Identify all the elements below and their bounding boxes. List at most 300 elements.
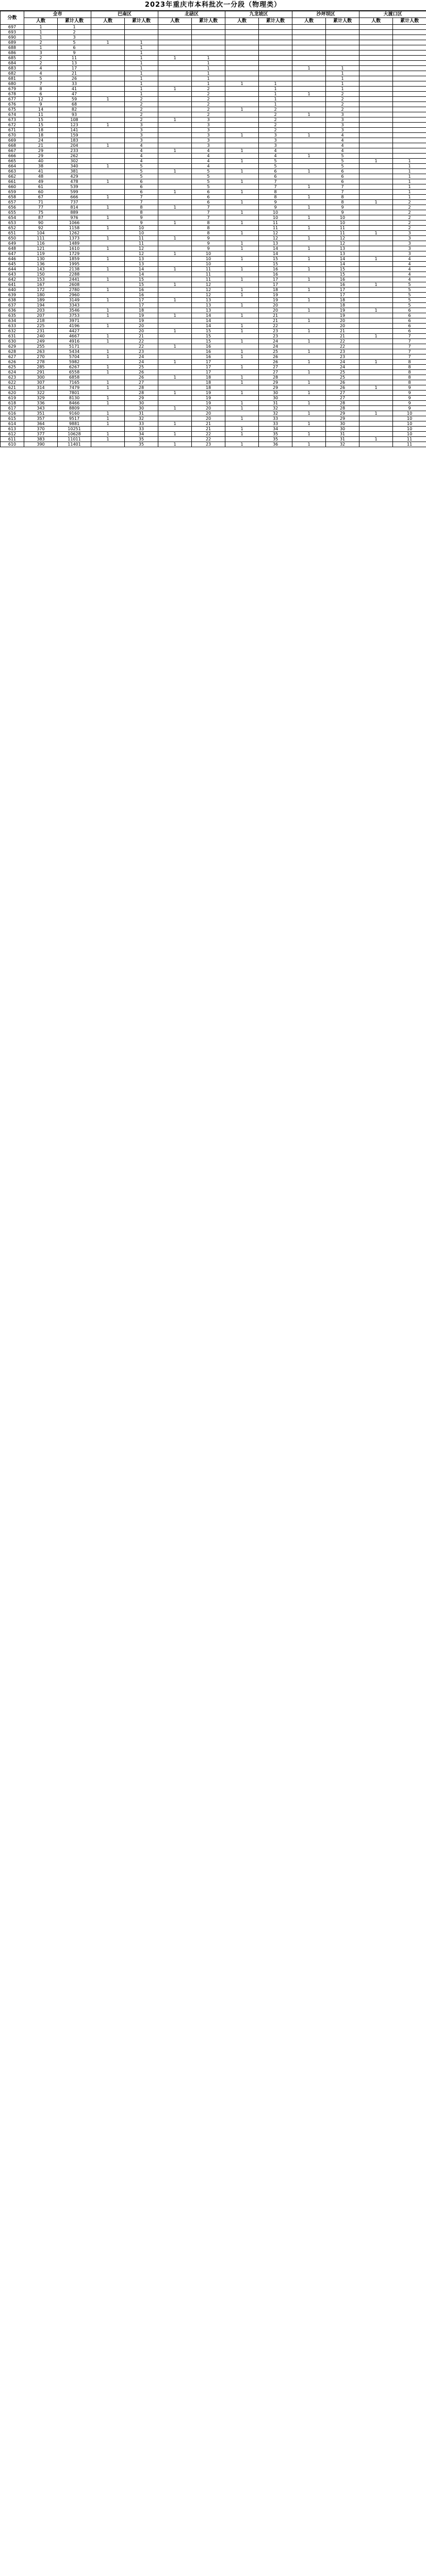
count-cell: 7: [393, 344, 426, 349]
count-cell: [359, 246, 393, 251]
count-cell: 3: [192, 138, 225, 143]
count-cell: 1995: [58, 262, 91, 267]
count-cell: 2: [393, 210, 426, 215]
count-cell: 14: [192, 313, 225, 318]
count-cell: [359, 45, 393, 50]
count-cell: 1: [292, 380, 326, 385]
count-cell: 1: [91, 195, 125, 200]
count-cell: 1: [125, 76, 158, 81]
count-cell: 5: [192, 174, 225, 179]
count-cell: [91, 190, 125, 195]
count-cell: 3: [24, 50, 58, 56]
count-cell: 1: [225, 133, 259, 138]
score-cell: 651: [1, 231, 24, 236]
count-cell: 32: [259, 411, 292, 416]
count-cell: 1: [91, 205, 125, 210]
count-cell: 3: [326, 112, 359, 117]
count-cell: [192, 40, 225, 45]
table-row: [1, 442, 426, 447]
count-cell: 1489: [58, 241, 91, 246]
count-cell: [91, 272, 125, 277]
count-cell: 14: [259, 251, 292, 257]
count-cell: [359, 416, 393, 421]
count-cell: [158, 133, 192, 138]
count-cell: [125, 35, 158, 40]
count-cell: 24: [24, 138, 58, 143]
count-cell: 7: [259, 184, 292, 190]
count-cell: 8: [393, 370, 426, 375]
table-row: [1, 97, 426, 102]
count-cell: 150: [24, 272, 58, 277]
count-cell: 1: [326, 71, 359, 76]
count-cell: 2: [125, 112, 158, 117]
count-cell: 8809: [58, 406, 91, 411]
count-cell: 364: [24, 421, 58, 427]
count-cell: 20: [125, 329, 158, 334]
count-cell: 17: [125, 303, 158, 308]
count-cell: [292, 272, 326, 277]
count-cell: 32: [259, 406, 292, 411]
count-cell: [225, 97, 259, 102]
score-cell: 633: [1, 324, 24, 329]
count-cell: 1: [91, 416, 125, 421]
score-cell: 628: [1, 349, 24, 354]
count-cell: [393, 30, 426, 35]
count-cell: 3: [192, 117, 225, 123]
count-cell: 4: [326, 143, 359, 148]
count-cell: 34: [259, 427, 292, 432]
count-cell: [225, 138, 259, 143]
count-cell: [91, 241, 125, 246]
count-cell: 17: [192, 360, 225, 365]
count-cell: [359, 442, 393, 447]
count-cell: [393, 123, 426, 128]
count-cell: [393, 138, 426, 143]
count-cell: 6: [326, 179, 359, 184]
count-cell: [393, 148, 426, 154]
count-cell: [359, 427, 393, 432]
count-cell: 68: [58, 102, 91, 107]
count-cell: 1: [292, 318, 326, 324]
count-cell: 23: [192, 442, 225, 447]
count-cell: 1: [225, 391, 259, 396]
table-row: [1, 123, 426, 128]
count-cell: [393, 143, 426, 148]
count-cell: 14: [326, 257, 359, 262]
count-cell: 539: [58, 184, 91, 190]
count-cell: 14: [326, 262, 359, 267]
count-cell: [91, 112, 125, 117]
count-cell: [158, 215, 192, 221]
count-cell: 16: [192, 349, 225, 354]
count-cell: 14: [259, 246, 292, 251]
count-cell: 10: [259, 215, 292, 221]
count-cell: 1: [259, 102, 292, 107]
count-cell: 1: [91, 226, 125, 231]
count-cell: 3: [125, 133, 158, 138]
count-cell: [158, 370, 192, 375]
count-cell: 11: [125, 236, 158, 241]
count-cell: 1: [292, 246, 326, 251]
count-cell: 7: [393, 349, 426, 354]
count-cell: 1: [91, 432, 125, 437]
count-cell: 10: [192, 251, 225, 257]
count-cell: 6: [326, 169, 359, 174]
count-cell: 2960: [58, 293, 91, 298]
count-cell: 11: [125, 241, 158, 246]
count-cell: [91, 25, 125, 30]
count-cell: 25: [326, 375, 359, 380]
table-row: [1, 437, 426, 442]
count-cell: 2: [393, 221, 426, 226]
count-cell: [292, 50, 326, 56]
count-cell: [359, 396, 393, 401]
table-row: [1, 40, 426, 45]
count-cell: 1: [24, 35, 58, 40]
count-cell: [359, 56, 393, 61]
count-cell: 1: [225, 293, 259, 298]
table-row: [1, 138, 426, 143]
count-cell: 10: [125, 231, 158, 236]
count-cell: 3: [326, 128, 359, 133]
table-row: [1, 210, 426, 215]
count-cell: 1: [91, 246, 125, 251]
count-cell: 1: [259, 87, 292, 92]
count-cell: 3: [393, 236, 426, 241]
count-cell: 30: [326, 427, 359, 432]
count-cell: 1: [125, 87, 158, 92]
count-cell: 15: [125, 282, 158, 287]
count-cell: 390: [24, 442, 58, 447]
count-cell: 16: [192, 344, 225, 349]
count-cell: 31: [259, 401, 292, 406]
count-cell: 302: [58, 159, 91, 164]
count-cell: [225, 35, 259, 40]
count-cell: 4: [259, 154, 292, 159]
count-cell: 7: [24, 81, 58, 87]
count-cell: 16: [326, 282, 359, 287]
count-cell: 67: [24, 195, 58, 200]
count-cell: [91, 293, 125, 298]
count-cell: [225, 66, 259, 71]
count-cell: 17: [192, 365, 225, 370]
count-cell: 20: [125, 324, 158, 329]
count-cell: 4: [393, 267, 426, 272]
count-cell: 1: [292, 92, 326, 97]
count-cell: [359, 313, 393, 318]
count-cell: 82: [58, 107, 91, 112]
count-cell: 1: [393, 164, 426, 169]
count-cell: [91, 200, 125, 205]
count-cell: 116: [24, 241, 58, 246]
count-cell: [158, 385, 192, 391]
count-cell: [91, 133, 125, 138]
count-cell: [125, 25, 158, 30]
count-cell: 19: [192, 391, 225, 396]
count-cell: 33: [259, 421, 292, 427]
count-cell: [91, 92, 125, 97]
count-cell: 11: [326, 226, 359, 231]
count-cell: 4: [24, 71, 58, 76]
count-cell: [326, 56, 359, 61]
count-cell: 10: [192, 257, 225, 262]
count-cell: [359, 128, 393, 133]
count-cell: 1: [326, 81, 359, 87]
count-cell: 1: [359, 385, 393, 391]
count-cell: [158, 303, 192, 308]
score-cell: 675: [1, 107, 24, 112]
table-row: [1, 365, 426, 370]
count-cell: [393, 45, 426, 50]
count-cell: [158, 246, 192, 251]
count-cell: [91, 102, 125, 107]
count-cell: 130: [24, 257, 58, 262]
count-cell: 203: [24, 308, 58, 313]
count-cell: 2288: [58, 272, 91, 277]
count-cell: 27: [125, 380, 158, 385]
count-cell: 377: [24, 432, 58, 437]
count-cell: 19: [326, 313, 359, 318]
count-cell: [359, 375, 393, 380]
count-cell: [158, 50, 192, 56]
count-cell: 10628: [58, 432, 91, 437]
count-cell: [91, 282, 125, 287]
count-cell: 2441: [58, 277, 91, 282]
count-cell: 8: [393, 365, 426, 370]
count-cell: 737: [58, 200, 91, 205]
table-row: [1, 241, 426, 246]
count-cell: 8: [192, 226, 225, 231]
score-cell: 682: [1, 71, 24, 76]
count-cell: [292, 45, 326, 50]
count-cell: 1: [158, 87, 192, 92]
count-cell: 1: [359, 360, 393, 365]
count-cell: 1: [91, 396, 125, 401]
count-cell: 5: [393, 303, 426, 308]
count-cell: 225: [24, 324, 58, 329]
count-cell: [393, 112, 426, 117]
score-cell: 632: [1, 329, 24, 334]
count-cell: 1: [292, 411, 326, 416]
count-cell: 7: [125, 195, 158, 200]
count-cell: [91, 71, 125, 76]
count-cell: [292, 102, 326, 107]
count-cell: 17: [259, 282, 292, 287]
count-cell: 1: [292, 370, 326, 375]
table-row: [1, 35, 426, 40]
count-cell: [158, 25, 192, 30]
table-row: [1, 267, 426, 272]
count-cell: 48: [24, 174, 58, 179]
count-cell: 2608: [58, 282, 91, 287]
count-cell: 24: [259, 339, 292, 344]
count-cell: [359, 138, 393, 143]
count-cell: 41: [58, 87, 91, 92]
count-cell: [326, 40, 359, 45]
count-cell: 1: [192, 61, 225, 66]
score-cell: 656: [1, 205, 24, 210]
count-cell: 1: [359, 334, 393, 339]
count-cell: 3: [125, 138, 158, 143]
count-cell: [393, 25, 426, 30]
count-cell: [393, 107, 426, 112]
count-cell: 10: [192, 262, 225, 267]
count-cell: [158, 241, 192, 246]
score-cell: 647: [1, 251, 24, 257]
count-cell: 34: [125, 432, 158, 437]
count-cell: 1: [158, 391, 192, 396]
count-cell: [359, 40, 393, 45]
count-cell: 9517: [58, 416, 91, 421]
count-cell: [359, 133, 393, 138]
count-cell: 1: [158, 169, 192, 174]
count-cell: 1: [359, 282, 393, 287]
table-row: [1, 257, 426, 262]
count-cell: 11: [24, 112, 58, 117]
count-cell: 5: [393, 293, 426, 298]
count-cell: 25: [326, 370, 359, 375]
count-cell: [326, 25, 359, 30]
table-row: [1, 324, 426, 329]
count-cell: 23: [125, 349, 158, 354]
count-cell: 1: [393, 174, 426, 179]
count-cell: 1: [292, 154, 326, 159]
count-cell: 6: [192, 195, 225, 200]
table-row: [1, 231, 426, 236]
count-cell: 26: [326, 380, 359, 385]
count-cell: [91, 107, 125, 112]
count-cell: 31: [326, 437, 359, 442]
count-cell: 1: [158, 190, 192, 195]
count-cell: [359, 324, 393, 329]
table-row: [1, 401, 426, 406]
score-cell: 615: [1, 416, 24, 421]
count-cell: 1: [225, 380, 259, 385]
count-cell: 1: [158, 432, 192, 437]
score-cell: 623: [1, 375, 24, 380]
count-cell: [91, 56, 125, 61]
count-cell: 4: [259, 148, 292, 154]
score-cell: 688: [1, 45, 24, 50]
count-cell: [225, 61, 259, 66]
count-cell: [91, 117, 125, 123]
count-cell: 18: [24, 133, 58, 138]
count-cell: [393, 133, 426, 138]
table-row: [1, 164, 426, 169]
count-cell: 1: [225, 329, 259, 334]
score-cell: 636: [1, 308, 24, 313]
score-cell: 646: [1, 257, 24, 262]
count-cell: [359, 190, 393, 195]
count-cell: [359, 148, 393, 154]
count-cell: 1: [292, 421, 326, 427]
score-cell: 635: [1, 313, 24, 318]
header-subcolumn: 人数: [91, 18, 125, 25]
header-group: 全市: [24, 11, 91, 18]
count-cell: 25: [125, 365, 158, 370]
count-cell: 14: [24, 107, 58, 112]
count-cell: 136: [24, 262, 58, 267]
table-body: [1, 25, 426, 447]
count-cell: [225, 385, 259, 391]
count-cell: 1: [225, 241, 259, 246]
count-cell: 19: [259, 293, 292, 298]
header-subcolumn: 人数: [359, 18, 393, 25]
count-cell: 1: [91, 324, 125, 329]
count-cell: [359, 143, 393, 148]
count-cell: 1: [225, 324, 259, 329]
count-cell: 20: [326, 318, 359, 324]
count-cell: 1: [158, 56, 192, 61]
score-cell: 622: [1, 380, 24, 385]
count-cell: 27: [259, 365, 292, 370]
count-cell: 6: [259, 174, 292, 179]
count-cell: 111: [24, 236, 58, 241]
score-cell: 639: [1, 293, 24, 298]
score-cell: 677: [1, 97, 24, 102]
count-cell: 16: [259, 267, 292, 272]
count-cell: 336: [24, 401, 58, 406]
count-cell: 1: [292, 391, 326, 396]
count-cell: 1: [192, 56, 225, 61]
table-row: [1, 50, 426, 56]
count-cell: 1: [225, 416, 259, 421]
count-cell: 666: [58, 195, 91, 200]
count-cell: [91, 66, 125, 71]
count-cell: 15: [125, 277, 158, 282]
count-cell: 278: [24, 360, 58, 365]
count-cell: 15: [259, 262, 292, 267]
count-cell: 16: [326, 277, 359, 282]
count-cell: 23: [326, 354, 359, 360]
count-cell: 31: [125, 411, 158, 416]
count-cell: 8: [259, 190, 292, 195]
count-cell: [359, 339, 393, 344]
score-cell: 662: [1, 174, 24, 179]
header-subcolumn: 累计人数: [58, 18, 91, 25]
table-row: [1, 277, 426, 282]
table-row: [1, 148, 426, 154]
count-cell: 6558: [58, 370, 91, 375]
count-cell: [359, 241, 393, 246]
count-cell: 889: [58, 210, 91, 215]
count-cell: 16: [192, 354, 225, 360]
count-cell: [225, 40, 259, 45]
count-cell: 5: [58, 40, 91, 45]
count-cell: 2: [192, 112, 225, 117]
count-cell: 26: [259, 360, 292, 365]
count-cell: 17: [58, 66, 91, 71]
count-cell: [91, 35, 125, 40]
count-cell: [91, 251, 125, 257]
count-cell: 1: [393, 159, 426, 164]
header-group: 九龙坡区: [225, 11, 292, 18]
count-cell: [225, 123, 259, 128]
header-subcolumn: 累计人数: [393, 18, 426, 25]
header-group: 大渡口区: [359, 11, 426, 18]
count-cell: [158, 30, 192, 35]
score-cell: 668: [1, 143, 24, 148]
count-cell: [259, 25, 292, 30]
count-cell: [158, 226, 192, 231]
count-cell: 1: [393, 169, 426, 174]
count-cell: 9: [259, 205, 292, 210]
count-cell: 35: [125, 437, 158, 442]
count-cell: [359, 184, 393, 190]
table-row: [1, 421, 426, 427]
count-cell: 2: [192, 87, 225, 92]
count-cell: [225, 334, 259, 339]
